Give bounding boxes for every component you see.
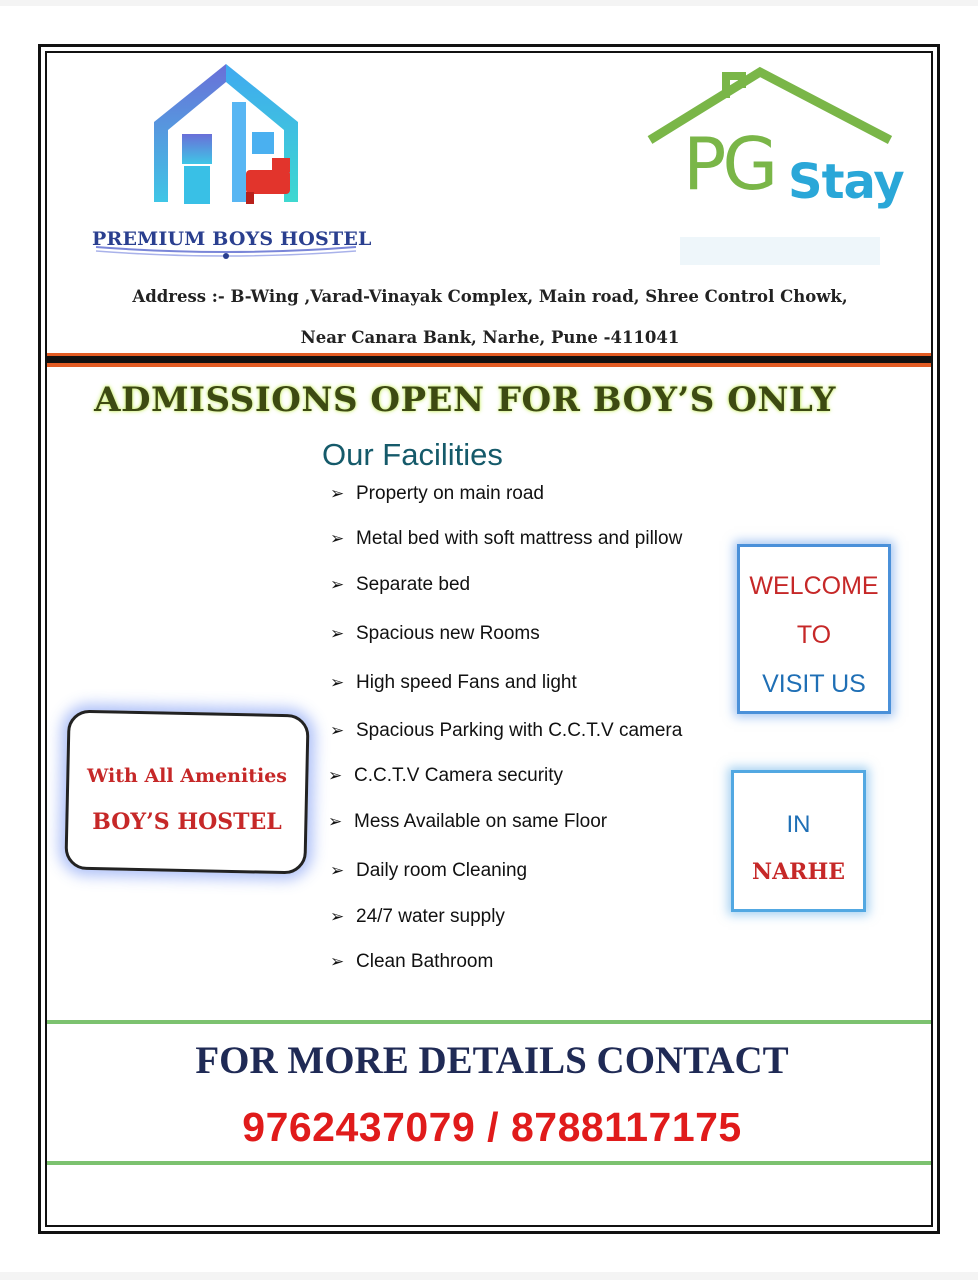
list-item: ➢ High speed Fans and light xyxy=(330,672,577,693)
list-item: ➢ Separate bed xyxy=(330,574,471,595)
to-text: TO xyxy=(796,621,832,649)
facilities-title: Our Facilities xyxy=(322,437,503,472)
list-item: ➢ Clean Bathroom xyxy=(330,951,494,972)
list-item: ➢ Spacious new Rooms xyxy=(330,623,540,644)
list-item: ➢ 24/7 water supply xyxy=(330,906,505,927)
welcome-box xyxy=(737,544,891,714)
arrow-bullet-icon: ➢ xyxy=(330,673,345,692)
admissions-headline: ADMISSIONS OPEN FOR BOY’S ONLY xyxy=(94,380,836,420)
contact-title: FOR MORE DETAILS CONTACT xyxy=(195,1039,789,1082)
arrow-bullet-icon: ➢ xyxy=(330,624,345,643)
narhe-box xyxy=(731,770,866,912)
list-item: ➢ Daily room Cleaning xyxy=(330,860,528,881)
contact-divider-bottom xyxy=(47,1161,931,1165)
list-item: ➢ Property on main road xyxy=(330,483,544,504)
visit-us-text: VISIT US xyxy=(762,670,866,698)
arrow-bullet-icon: ➢ xyxy=(330,952,345,971)
welcome-text: WELCOME xyxy=(749,572,879,600)
amenities-box xyxy=(64,709,309,874)
list-item: ➢ Mess Available on same Floor xyxy=(328,811,608,832)
arrow-bullet-icon: ➢ xyxy=(330,575,345,594)
boys-hostel-text: BOY’S HOSTEL xyxy=(92,809,282,835)
arrow-bullet-icon: ➢ xyxy=(330,907,345,926)
premium-boys-hostel-logo-text: PREMIUM BOYS HOSTEL xyxy=(92,228,372,250)
narhe-text: NARHE xyxy=(751,859,846,885)
contact-divider-top xyxy=(47,1020,931,1024)
pg-logo-text: PG xyxy=(683,122,775,206)
arrow-bullet-icon: ➢ xyxy=(330,529,345,548)
header-divider xyxy=(47,353,931,367)
arrow-bullet-icon: ➢ xyxy=(330,861,345,880)
arrow-bullet-icon: ➢ xyxy=(330,484,345,503)
contact-phone-numbers: 9762437079 / 8788117175 xyxy=(242,1104,742,1150)
arrow-bullet-icon: ➢ xyxy=(330,721,345,740)
address-line-1: Address :- B-Wing ,Varad-Vinayak Complex, Main road, Shree Control Chowk, xyxy=(132,287,848,306)
arrow-bullet-icon: ➢ xyxy=(328,812,343,831)
list-item: ➢ C.C.T.V Camera security xyxy=(328,765,564,786)
address-line-2: Near Canara Bank, Narhe, Pune -411041 xyxy=(300,328,680,347)
stay-logo-text: Stay xyxy=(788,154,904,210)
amenities-text: With All Amenities xyxy=(87,765,287,787)
in-text: IN xyxy=(786,811,811,838)
arrow-bullet-icon: ➢ xyxy=(328,766,343,785)
list-item: ➢ Spacious Parking with C.C.T.V camera xyxy=(330,720,683,741)
list-item: ➢ Metal bed with soft mattress and pillow xyxy=(330,528,683,549)
